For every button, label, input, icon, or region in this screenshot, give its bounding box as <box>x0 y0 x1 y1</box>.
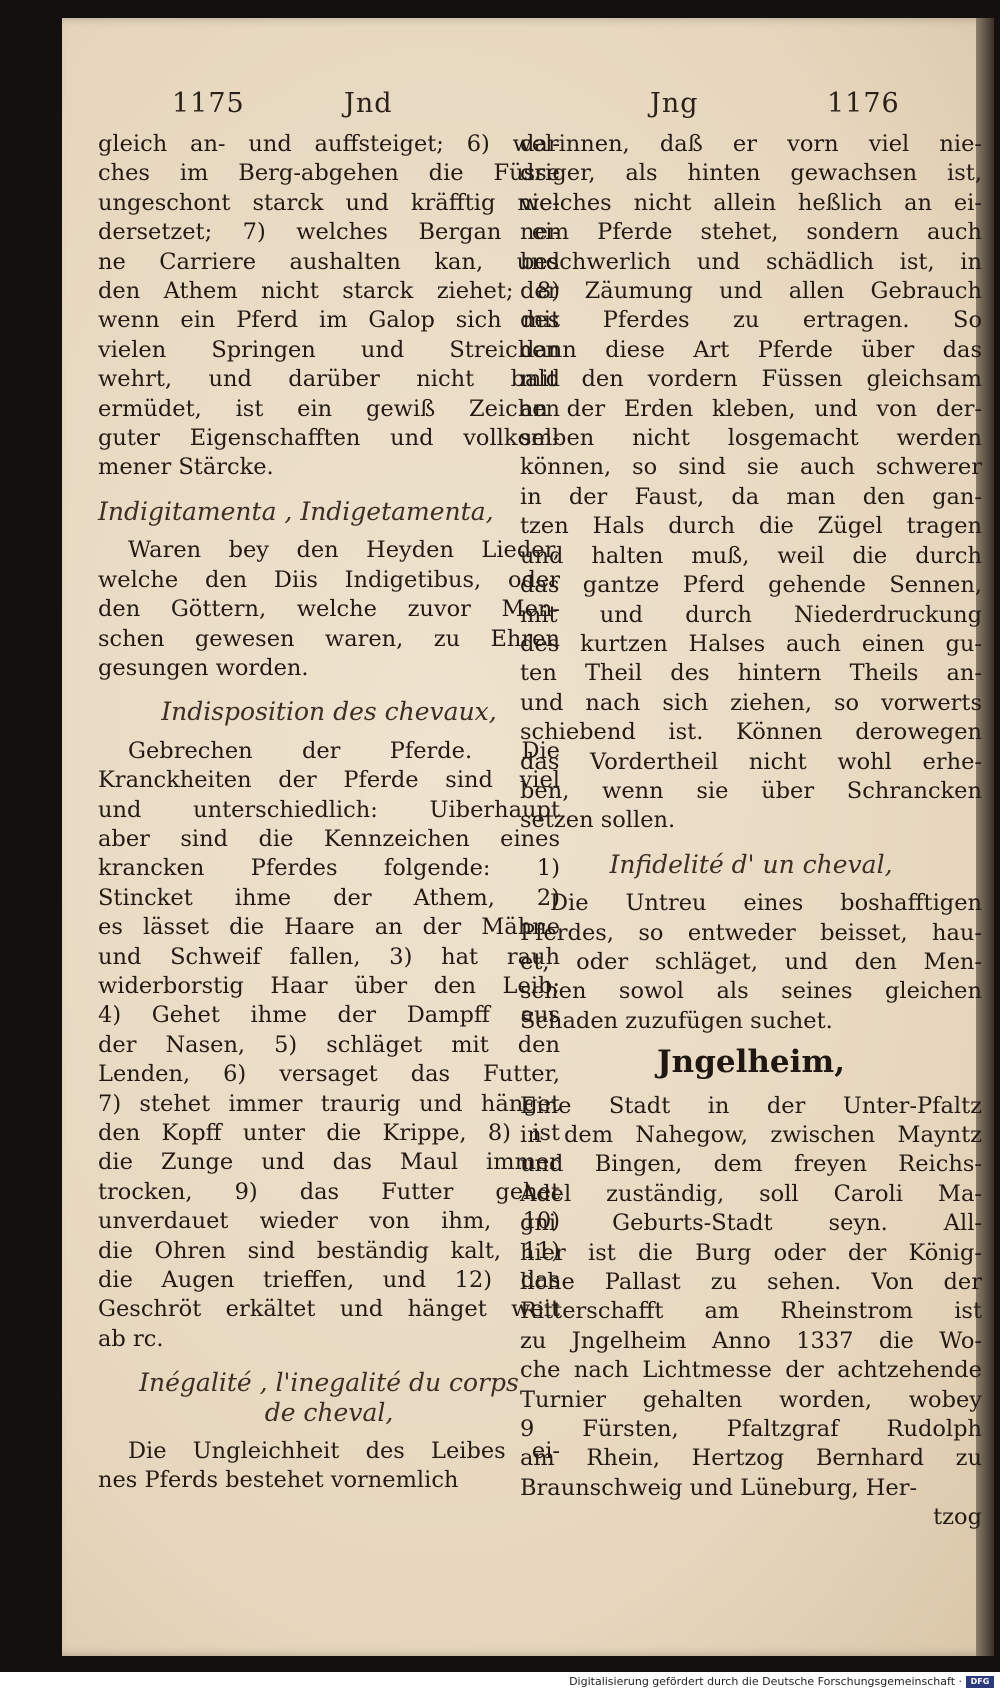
text-line: nes Pferds bestehet vornemlich <box>98 1467 459 1494</box>
text-line: mit und durch Niederdruckung <box>520 601 982 628</box>
text-line: aber sind die Kennzeichen eines <box>98 825 560 852</box>
text-line: schiebend ist. Können derowegen <box>520 719 982 746</box>
text-line: 7) stehet immer traurig und hänget <box>98 1090 560 1117</box>
text-line: gesungen worden. <box>98 654 309 681</box>
text-line: in dem Nahegow, zwischen Mayntz <box>520 1122 982 1148</box>
text-line: guter Eigenschafften und vollkom- <box>98 425 560 452</box>
text-line: 9 Fürsten, Pfaltzgraf Rudolph <box>520 1416 982 1443</box>
text-line: beschwerlich und schädlich ist, in <box>520 248 982 275</box>
text-line: krancken Pferdes folgende: 1) <box>98 855 560 882</box>
text-line: den Kopff unter die Krippe, 8) ist <box>98 1120 560 1146</box>
text-line: und Schweif fallen, 3) hat rauh <box>98 943 560 970</box>
heading-indigitamenta: Indigitamenta , Indigetamenta, <box>98 496 494 526</box>
text-line: schen gewesen waren, zu Ehren <box>98 625 560 652</box>
text-line: welche den Diis Indigetibus, oder <box>98 566 560 593</box>
text-line: Turnier gehalten worden, wobey <box>520 1386 982 1413</box>
text-line: wenn ein Pferd im Galop sich mit <box>98 307 560 334</box>
text-line: Die Untreu eines boshafftigen <box>550 890 982 917</box>
text-line: Adel zuständig, soll Caroli Ma- <box>520 1180 982 1207</box>
text-line: ungeschont starck und kräfftig nie- <box>98 189 560 216</box>
text-line: trocken, 9) das Futter gehet <box>98 1178 560 1205</box>
text-line: des Pferdes zu ertragen. So <box>520 307 982 334</box>
text-line: Schaden zuzufügen suchet. <box>520 1007 833 1034</box>
text-line: den Göttern, welche zuvor Men- <box>98 596 560 623</box>
text-line: Pferdes, so entweder beisset, hau- <box>520 919 982 946</box>
right-column <box>520 130 982 1533</box>
text-line: und unterschiedlich: Uiberhaupt <box>98 796 560 823</box>
text-line: schen sowol als seines gleichen <box>520 978 982 1005</box>
footer-credit: Digitalisierung gefördert durch die Deutsche Forschungsgemeinschaft · <box>569 1675 962 1688</box>
text-line: ab rc. <box>98 1325 164 1352</box>
text-line: welches nicht allein heßlich an ei- <box>520 189 982 216</box>
text-line: che nach Lichtmesse der achtzehende <box>520 1357 982 1384</box>
paragraph-indigitamenta <box>98 536 560 683</box>
text-line: liche Pallast zu sehen. Von der <box>520 1269 982 1296</box>
text-line: widerborstig Haar über den Leib; <box>98 972 560 999</box>
text-line: tzen Hals durch die Zügel tragen <box>520 513 982 540</box>
digitization-footer <box>0 1672 1000 1692</box>
heading-jngelheim: Jngelheim, <box>656 1044 845 1081</box>
text-line: Stincket ihme der Athem, 2) <box>98 884 560 911</box>
text-line: dann diese Art Pferde über das <box>520 336 982 363</box>
heading-inegalite: Inégalité , l'inegalité du corps <box>139 1368 519 1398</box>
text-line: ne Carriere aushalten kan, und <box>98 248 560 275</box>
text-line: den Athem nicht starck ziehet; 8) <box>98 278 560 305</box>
text-line: wehrt, und darüber nicht bald <box>98 366 560 393</box>
text-line: mit den vordern Füssen gleichsam <box>520 366 982 393</box>
text-line: der Nasen, 5) schläget mit den <box>98 1031 560 1058</box>
text-line: in der Faust, da man den gan- <box>520 483 982 510</box>
text-line: Waren bey den Heyden Lieder, <box>128 537 560 564</box>
text-line: das Vordertheil nicht wohl erhe- <box>520 748 982 775</box>
paragraph-infidelite <box>520 889 982 1036</box>
text-line: und halten muß, weil die durch <box>520 542 982 569</box>
text-line: an der Erden kleben, und von der- <box>520 395 982 422</box>
running-head-right: Jng <box>650 88 699 119</box>
text-line: ermüdet, ist ein gewiß Zeichen <box>98 395 560 422</box>
text-line: mener Stärcke. <box>98 454 274 481</box>
text-line: zu Jngelheim Anno 1337 die Wo- <box>520 1327 982 1354</box>
catchword: tzog <box>933 1504 982 1531</box>
text-line: am Rhein, Hertzog Bernhard zu <box>520 1445 982 1472</box>
text-line: die Ohren sind beständig kalt, 11) <box>98 1237 560 1264</box>
text-line: gni Geburts-Stadt seyn. All- <box>520 1210 982 1237</box>
dfg-logo-icon: DFG <box>966 1676 994 1688</box>
text-line: es lässet die Haare an der Mähne <box>98 914 560 941</box>
text-line: ches im Berg-abgehen die Füsse <box>98 160 560 187</box>
text-line: unverdauet wieder von ihm, 10) <box>98 1208 560 1235</box>
page-number-right: 1176 <box>827 88 900 119</box>
heading-inegalite-continued: de cheval, <box>264 1397 394 1427</box>
heading-indisposition: Indisposition des chevaux, <box>161 697 497 727</box>
text-line: die Augen trieffen, und 12) das <box>98 1267 560 1294</box>
text-line: nem Pferde stehet, sondern auch <box>520 219 982 246</box>
text-line: dersetzet; 7) welches Bergan ei- <box>98 219 560 246</box>
text-line: Braunschweig und Lüneburg, Her- <box>520 1474 918 1501</box>
text-line: Die Ungleichheit des Leibes ei- <box>128 1438 560 1465</box>
page-number-left: 1175 <box>172 88 245 119</box>
text-line: setzen sollen. <box>520 807 676 834</box>
paragraph-inegalite-continued <box>520 130 982 836</box>
heading-infidelite: Infidelité d' un cheval, <box>609 849 893 879</box>
text-line: hier ist die Burg oder der König- <box>520 1239 982 1266</box>
text-line: ben, wenn sie über Schrancken <box>520 777 982 804</box>
paragraph-horse-qualities <box>98 130 560 483</box>
paragraph-jngelheim <box>520 1092 982 1504</box>
text-line: 4) Gehet ihme der Dampff aus <box>98 1002 560 1029</box>
text-line: Gebrechen der Pferde. Die <box>128 737 560 764</box>
running-head-left: Jnd <box>344 88 393 119</box>
text-line: Ritterschafft am Rheinstrom ist <box>520 1298 982 1325</box>
text-line: Geschröt erkältet und hänget weit <box>98 1296 560 1323</box>
text-line: das gantze Pferd gehende Sennen, <box>520 572 982 599</box>
text-line: der Zäumung und allen Gebrauch <box>520 278 982 305</box>
text-line: et, oder schläget, und den Men- <box>520 948 982 975</box>
text-line: und Bingen, dem freyen Reichs- <box>520 1151 982 1178</box>
text-line: des kurtzen Halses auch einen gu- <box>520 630 982 657</box>
text-line: selben nicht losgemacht werden <box>520 425 982 452</box>
text-line: ten Theil des hintern Theils an- <box>520 660 982 687</box>
text-line: gleich an- und auffsteiget; 6) wel- <box>98 131 560 157</box>
paragraph-inegalite <box>98 1437 560 1496</box>
text-line: Kranckheiten der Pferde sind viel <box>98 767 560 794</box>
text-line: driger, als hinten gewachsen ist, <box>520 160 982 187</box>
text-line: darinnen, daß er vorn viel nie- <box>520 131 982 157</box>
left-column <box>98 130 560 1496</box>
text-line: die Zunge und das Maul immer <box>98 1149 560 1176</box>
text-line: vielen Springen und Streichen <box>98 336 560 363</box>
text-line: und nach sich ziehen, so vorwerts <box>520 689 982 716</box>
text-line: Lenden, 6) versaget das Futter, <box>98 1061 560 1088</box>
text-line: Eine Stadt in der Unter-Pfaltz <box>520 1092 982 1119</box>
paragraph-indisposition <box>98 737 560 1355</box>
text-line: können, so sind sie auch schwerer <box>520 454 982 481</box>
